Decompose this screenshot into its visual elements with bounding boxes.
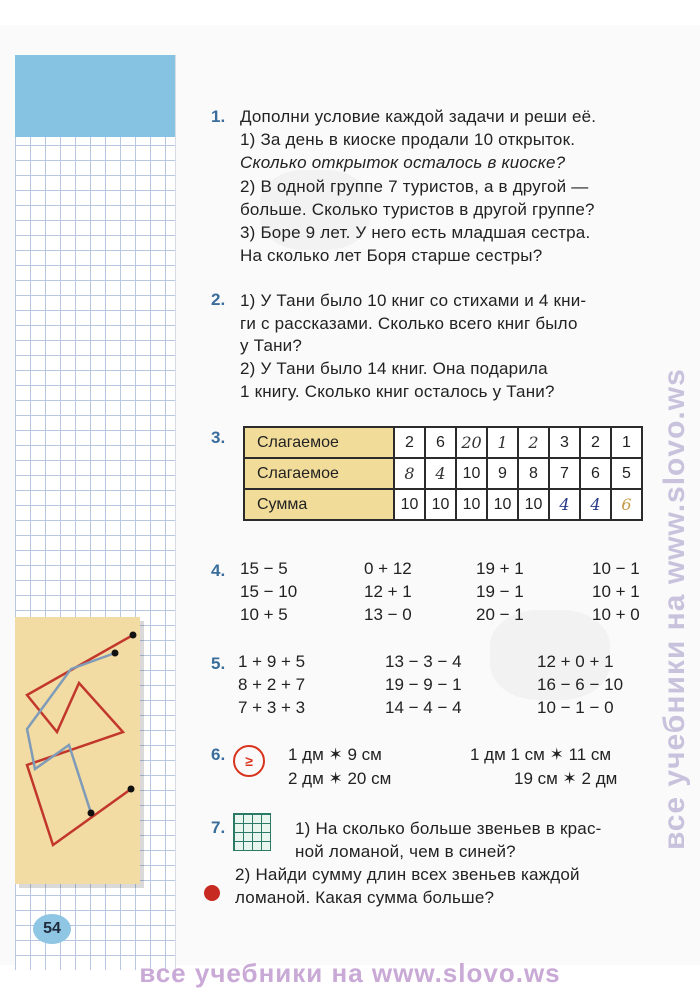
table-cell: 4 — [549, 489, 580, 520]
table-cell: 4 — [580, 489, 611, 520]
table-cell: 10 — [425, 489, 456, 520]
task-line: Дополни условие каждой задачи и реши её. — [240, 107, 597, 126]
blue-corner-block — [15, 55, 175, 137]
expression: 10 − 1 − 0 — [537, 698, 614, 717]
expression: 10 + 1 — [592, 582, 640, 601]
point-dot — [130, 632, 137, 639]
table-cell: 2 — [518, 427, 549, 458]
task-number: 4. — [211, 561, 226, 580]
table-cell: 10 — [487, 489, 518, 520]
expression: 16 − 6 − 10 — [537, 675, 624, 694]
expression: 19 − 9 − 1 — [385, 675, 462, 694]
expression: 8 + 2 + 7 — [238, 675, 306, 694]
task-line: 3) Боре 9 лет. У него есть младшая сестра. — [240, 223, 591, 242]
table-cell: 7 — [549, 458, 580, 489]
comparison: 1 дм ✶ 9 см — [288, 745, 382, 764]
table-cell: 6 — [580, 458, 611, 489]
comparison: 19 см ✶ 2 дм — [514, 769, 618, 788]
row-label: Слагаемое — [244, 427, 394, 458]
table-cell: 8 — [394, 458, 425, 489]
bottom-watermark: все учебники на www.slovo.ws — [139, 958, 561, 988]
task-line: На сколько лет Боря старше сестры? — [240, 246, 543, 265]
polylines-figure — [15, 617, 140, 884]
row-label: Слагаемое — [244, 458, 394, 489]
table-cell: 10 — [394, 489, 425, 520]
table-cell: 2 — [580, 427, 611, 458]
table-row — [244, 489, 642, 520]
expression: 10 + 0 — [592, 605, 640, 624]
expression: 1 + 9 + 5 — [238, 652, 306, 671]
table-cell: 8 — [518, 458, 549, 489]
table-row — [244, 458, 642, 489]
comparison: 1 дм 1 см ✶ 11 см — [470, 745, 612, 764]
task-line: 1) На сколько больше звеньев в крас- — [295, 819, 602, 838]
table-cell: 5 — [611, 458, 642, 489]
point-dot — [128, 786, 135, 793]
table-cell: 10 — [456, 458, 487, 489]
task-line: Сколько открыток осталось в киоске? — [240, 153, 566, 172]
task-line: ги с рассказами. Сколько всего книг было — [240, 314, 578, 333]
table-cell: 2 — [394, 427, 425, 458]
task-number: 5. — [211, 654, 226, 673]
blue-polyline — [27, 653, 115, 813]
expression: 13 − 3 − 4 — [385, 652, 462, 671]
task-line: 2) В одной группе 7 туристов, а в другой — — [240, 177, 589, 196]
comparison: 2 дм ✶ 20 см — [288, 769, 392, 788]
table-cell: 1 — [487, 427, 518, 458]
table-cell: 9 — [487, 458, 518, 489]
task-number: 2. — [211, 290, 226, 309]
comparison-icon: ≥ — [233, 745, 265, 777]
point-dot — [112, 650, 119, 657]
expression: 15 − 10 — [240, 582, 298, 601]
expression: 10 + 5 — [240, 605, 288, 624]
expression: 13 − 0 — [364, 605, 412, 624]
expression: 20 − 1 — [476, 605, 524, 624]
task-line: ломаной. Какая сумма больше? — [235, 888, 495, 907]
expression: 15 − 5 — [240, 559, 288, 578]
point-dot — [88, 810, 95, 817]
task-number: 7. — [211, 818, 226, 837]
table-cell: 6 — [425, 427, 456, 458]
expression: 12 + 1 — [364, 582, 412, 601]
expression: 7 + 3 + 3 — [238, 698, 306, 717]
task-line: у Тани? — [240, 336, 303, 355]
expression: 14 − 4 − 4 — [385, 698, 462, 717]
side-watermark: все учебники на www.slovo.ws — [658, 368, 691, 850]
row-label: Сумма — [244, 489, 394, 520]
table-cell: 10 — [518, 489, 549, 520]
task-line: ной ломаной, чем в синей? — [295, 842, 516, 861]
expression: 12 + 0 + 1 — [537, 652, 614, 671]
page-number: 54 — [33, 914, 71, 944]
expression: 10 − 1 — [592, 559, 640, 578]
polyline-figure-card — [15, 617, 140, 884]
table-cell: 10 — [456, 489, 487, 520]
ladybug-icon — [204, 885, 220, 901]
table-cell: 4 — [425, 458, 456, 489]
task-line: 1) У Тани было 10 книг со стихами и 4 кни- — [240, 291, 587, 310]
table-cell: 6 — [611, 489, 642, 520]
task-line: 1) За день в киоске продали 10 открыток. — [240, 130, 576, 149]
task-line: больше. Сколько туристов в другой группе? — [240, 200, 595, 219]
task-line: 1 книгу. Сколько книг осталось у Тани? — [240, 382, 555, 401]
expression: 19 + 1 — [476, 559, 524, 578]
grid-paper-icon — [233, 813, 271, 851]
task-line: 2) У Тани было 14 книг. Она подарила — [240, 359, 548, 378]
table-row — [244, 427, 642, 458]
task-number: 3. — [211, 428, 226, 447]
table-cell: 20 — [456, 427, 487, 458]
table-cell: 1 — [611, 427, 642, 458]
addends-sum-table — [243, 426, 643, 521]
expression: 19 − 1 — [476, 582, 524, 601]
task-number: 6. — [211, 745, 226, 764]
expression: 0 + 12 — [364, 559, 412, 578]
task-line: 2) Найди сумму длин всех звеньев каждой — [235, 865, 580, 884]
table-cell: 3 — [549, 427, 580, 458]
task-number: 1. — [211, 107, 226, 126]
